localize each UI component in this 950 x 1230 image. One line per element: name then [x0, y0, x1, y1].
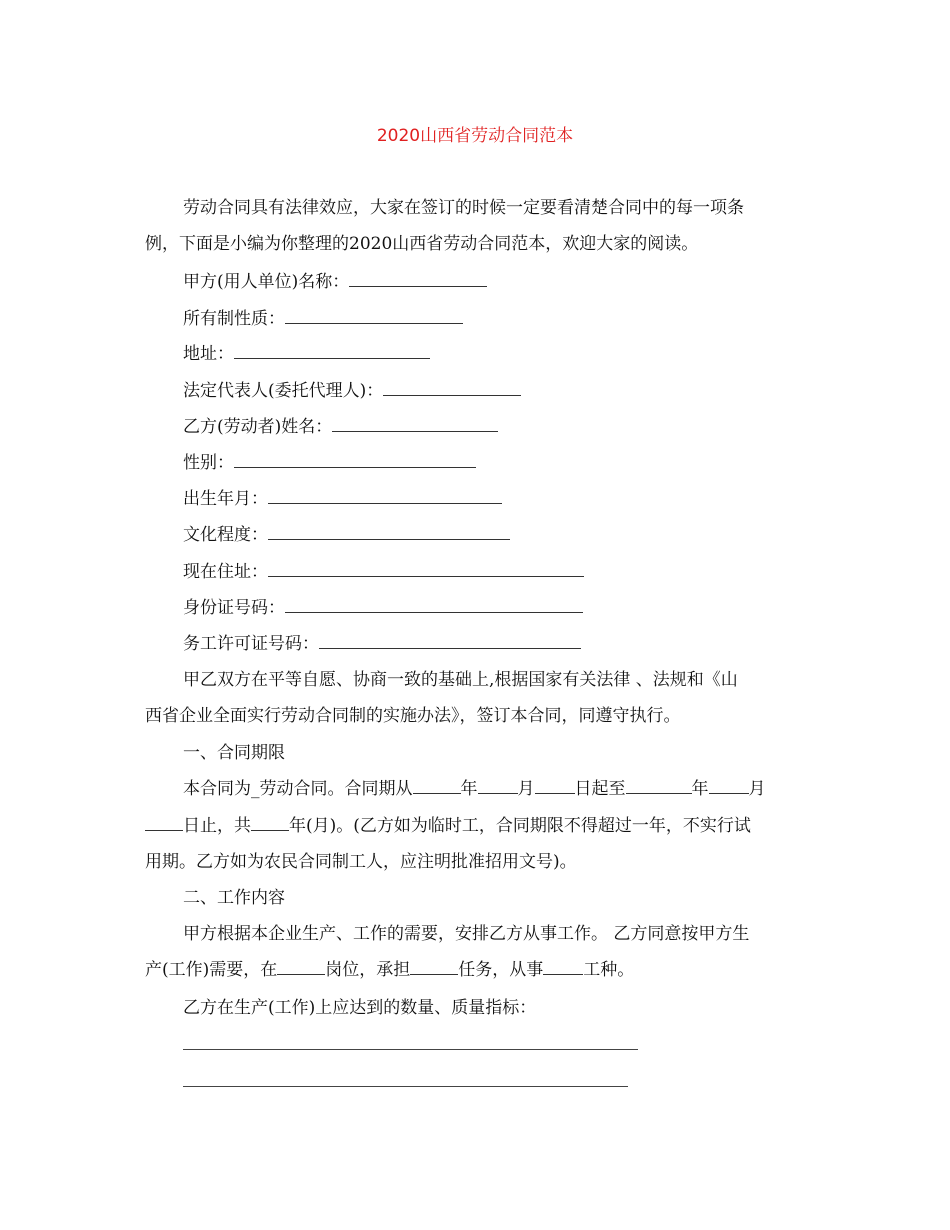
fill-blank — [145, 815, 183, 831]
fill-blank — [268, 487, 502, 504]
section-1-heading: 一、合同期限 — [183, 743, 285, 763]
fill-blank — [543, 959, 583, 975]
fill-blank — [413, 778, 461, 794]
fill-blank — [277, 959, 325, 975]
fill-blank — [535, 778, 575, 794]
fill-blank — [383, 379, 521, 396]
text-run: 工种。 — [583, 960, 635, 980]
field-label: 身份证号码： — [183, 598, 285, 618]
text-run: 产(工作)需要，在 — [145, 960, 278, 980]
section-1-line-2 — [145, 814, 751, 838]
field-birth-date — [183, 487, 502, 511]
field-employer-name — [183, 270, 487, 294]
section-1-line-3: 用期。乙方如为农民合同制工人，应注明批准招用文号)。 — [145, 852, 577, 872]
text-run: 月 — [748, 779, 766, 799]
text-run: 日起至 — [574, 779, 626, 799]
fill-blank — [234, 451, 476, 468]
document-title: 2020山西省劳动合同范本 — [376, 126, 574, 146]
fill-blank — [410, 959, 458, 975]
field-label: 地址： — [183, 344, 234, 364]
fill-blank — [332, 415, 498, 432]
fill-blank — [268, 523, 510, 540]
field-address — [183, 342, 430, 366]
section-2-heading: 二、工作内容 — [183, 888, 285, 908]
field-ownership — [183, 307, 463, 331]
section-2-line-3: 乙方在生产(工作)上应达到的数量、质量指标： — [183, 998, 537, 1018]
field-label: 出生年月： — [183, 489, 268, 509]
text-run: 岗位，承担 — [325, 960, 411, 980]
intro-line-1: 劳动合同具有法律效应，大家在签订的时候一定要看清楚合同中的每一项条 — [183, 198, 744, 218]
field-label: 务工许可证号码： — [183, 634, 319, 654]
text-run: 年 — [691, 779, 709, 799]
text-run: 本合同为_劳动合同。合同期从 — [183, 779, 413, 799]
fill-blank — [319, 632, 581, 649]
fill-blank — [709, 778, 749, 794]
field-work-permit — [183, 632, 581, 656]
fill-blank — [268, 560, 584, 577]
field-legal-representative — [183, 379, 521, 403]
fill-blank — [234, 342, 430, 359]
intro-line-2: 例，下面是小编为你整理的2020山西省劳动合同范本，欢迎大家的阅读。 — [145, 234, 699, 254]
field-current-address — [183, 560, 584, 584]
field-employee-name — [183, 415, 498, 439]
text-run: 日止，共 — [183, 816, 251, 836]
field-label: 甲方(用人单位)名称： — [183, 272, 350, 292]
fill-blank — [478, 778, 518, 794]
field-label: 现在住址： — [183, 562, 268, 582]
field-label: 所有制性质： — [183, 309, 285, 329]
text-run: 年 — [460, 779, 478, 799]
fill-line — [183, 1049, 638, 1050]
fill-blank — [349, 270, 487, 287]
fill-blank — [626, 778, 692, 794]
field-id-number — [183, 596, 583, 620]
text-run: 月 — [517, 779, 535, 799]
field-label: 文化程度： — [183, 525, 268, 545]
field-label: 性别： — [183, 453, 234, 473]
fill-line — [183, 1086, 628, 1087]
fill-blank — [251, 815, 289, 831]
field-education — [183, 523, 510, 547]
field-gender — [183, 451, 476, 475]
field-label: 法定代表人(委托代理人)： — [183, 381, 384, 401]
section-2-line-2 — [145, 958, 634, 982]
agreement-line-1: 甲乙双方在平等自愿、协商一致的基础上,根据国家有关法律 、法规和《山 — [183, 670, 738, 690]
text-run: 年(月)。(乙方如为临时工，合同期限不得超过一年，不实行试 — [289, 816, 751, 836]
agreement-line-2: 西省企业全面实行劳动合同制的实施办法》，签订本合同，同遵守执行。 — [145, 706, 681, 726]
fill-blank — [285, 596, 583, 613]
field-label: 乙方(劳动者)姓名： — [183, 417, 333, 437]
text-run: 任务，从事 — [458, 960, 544, 980]
fill-blank — [285, 307, 463, 324]
section-2-line-1: 甲方根据本企业生产、工作的需要，安排乙方从事工作。 乙方同意按甲方生 — [183, 924, 750, 944]
section-1-line-1 — [183, 777, 766, 801]
